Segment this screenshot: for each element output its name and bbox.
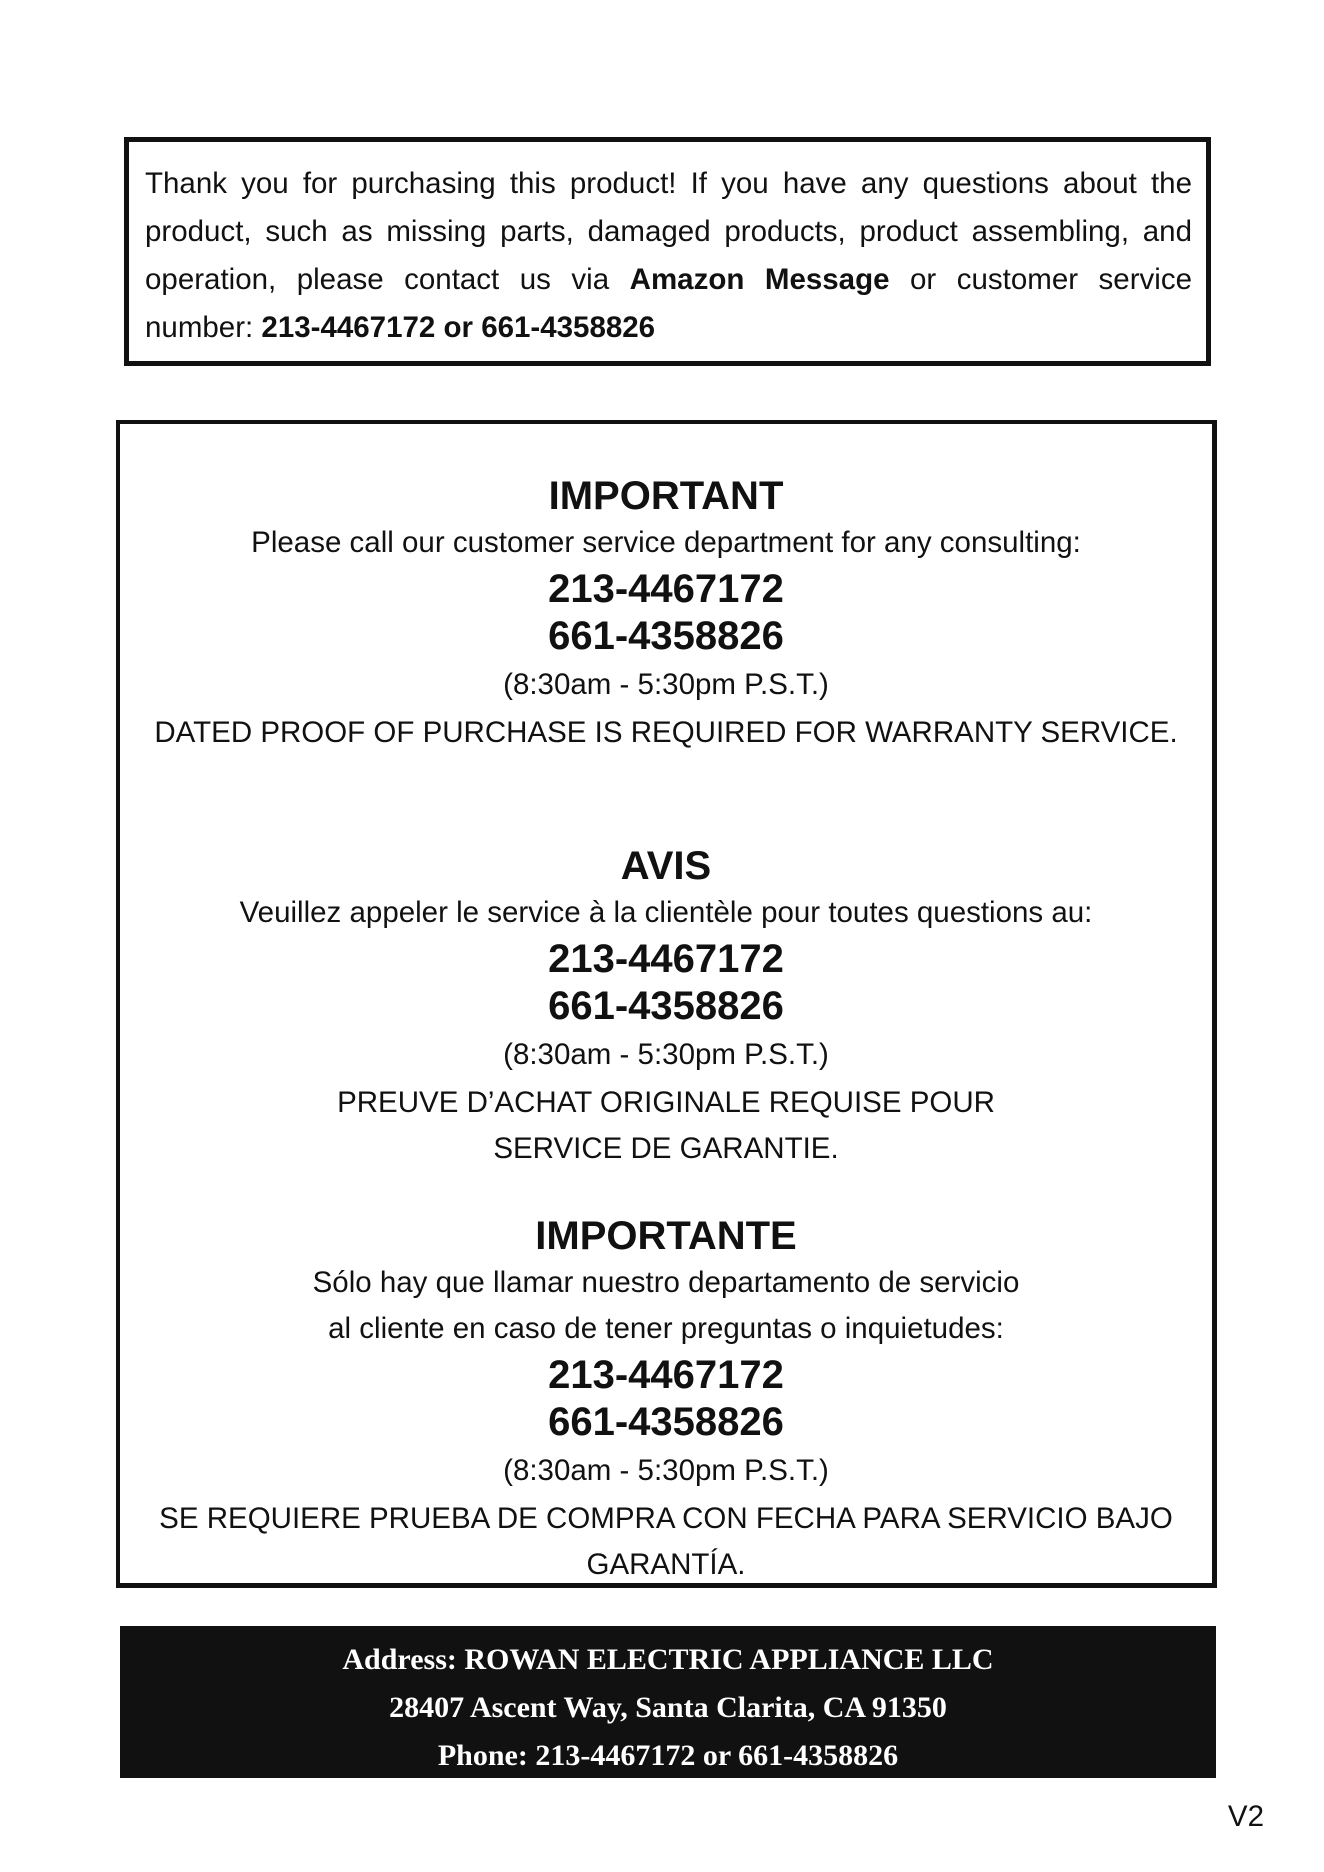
- phone-number-2: 661-4358826: [548, 1400, 784, 1444]
- service-hours: (8:30am - 5:30pm P.S.T.): [503, 1454, 829, 1487]
- address-street-line: 28407 Ascent Way, Santa Clarita, CA 91350: [389, 1691, 947, 1724]
- service-hours: (8:30am - 5:30pm P.S.T.): [503, 668, 829, 701]
- phone-number-1: 213-4467172: [548, 567, 784, 611]
- address-phone-line: Phone: 213-4467172 or 661-4358826: [437, 1739, 899, 1772]
- section-spanish: [120, 1212, 1212, 1588]
- intro-phone-numbers: 213-4467172 or 661-4358826: [261, 311, 656, 344]
- intro-text-start: Thank you for purchasing this product! If you have any questions about the product, such as missing parts, damaged products, product assembling, and operation, please contact us via: [145, 167, 1192, 296]
- address-company-line: Address: ROWAN ELECTRIC APPLIANCE LLC: [342, 1643, 994, 1676]
- section-french: [120, 842, 1212, 1172]
- section-instruction-2: al cliente en caso de tener preguntas o inquietudes:: [328, 1312, 1004, 1345]
- section-title: IMPORTANT: [548, 474, 784, 518]
- phone-number-1: 213-4467172: [548, 937, 784, 981]
- section-title: AVIS: [620, 844, 712, 888]
- warranty-note: SE REQUIERE PRUEBA DE COMPRA CON FECHA PARA SERVICIO BAJO GARANTÍA.: [159, 1502, 1173, 1581]
- section-instruction: Please call our customer service department for any consulting:: [251, 526, 1081, 559]
- company-address-banner: [120, 1626, 1216, 1778]
- service-hours: (8:30am - 5:30pm P.S.T.): [503, 1038, 829, 1071]
- section-instruction-1: Sólo hay que llamar nuestro departamento de servicio: [312, 1266, 1020, 1299]
- phone-number-1: 213-4467172: [548, 1353, 784, 1397]
- amazon-message-label: Amazon Message: [629, 263, 890, 296]
- intro-text-middle: or customer service number:: [145, 263, 1192, 344]
- section-instruction: Veuillez appeler le service à la clientèle pour toutes questions au:: [239, 896, 1093, 929]
- section-title: IMPORTANTE: [535, 1214, 797, 1258]
- thank-you-notice: [124, 137, 1211, 366]
- phone-number-2: 661-4358826: [548, 984, 784, 1028]
- version-label: V2: [1227, 1800, 1264, 1833]
- warranty-note: PREUVE D’ACHAT ORIGINALE REQUISE POUR SERVICE DE GARANTIE.: [337, 1086, 995, 1165]
- section-english: [120, 472, 1212, 756]
- customer-service-panel: [116, 420, 1217, 1588]
- warranty-note: DATED PROOF OF PURCHASE IS REQUIRED FOR WARRANTY SERVICE.: [154, 716, 1178, 749]
- phone-number-2: 661-4358826: [548, 614, 784, 658]
